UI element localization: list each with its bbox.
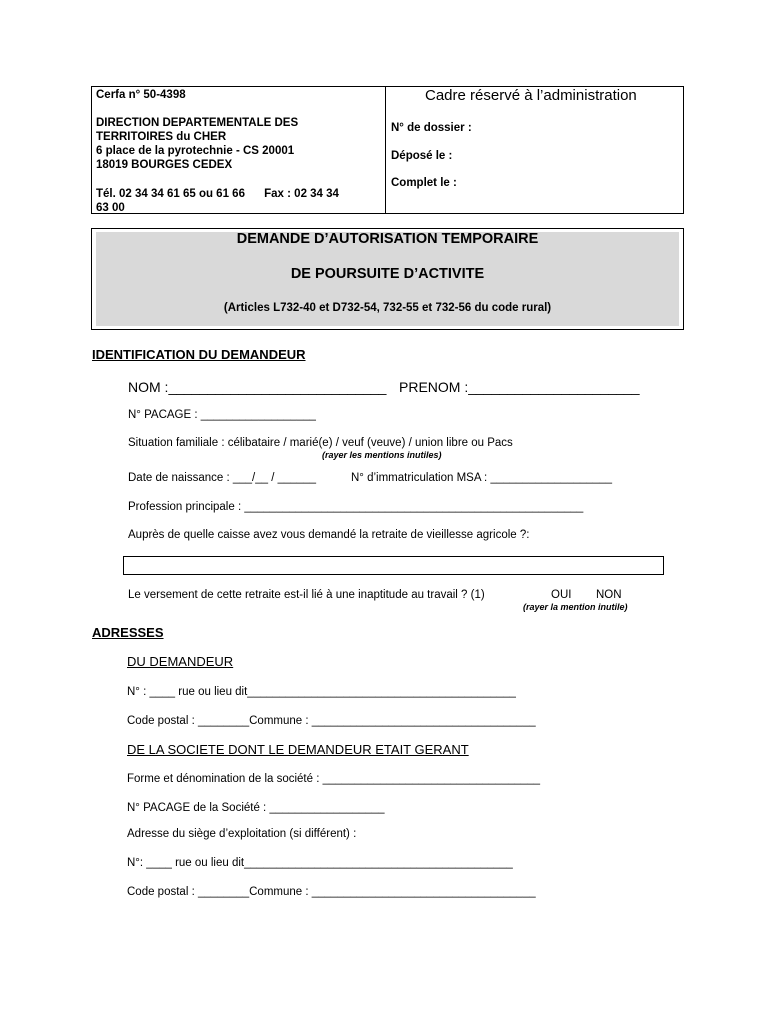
identification-heading: IDENTIFICATION DU DEMANDEUR bbox=[92, 347, 306, 362]
non-option[interactable]: NON bbox=[596, 589, 622, 601]
situation-field[interactable]: Situation familiale : célibataire / marié(e) / veuf (veuve) / union libre ou Pacs bbox=[128, 437, 513, 449]
demandeur-heading: DU DEMANDEUR bbox=[127, 654, 234, 669]
dossier-label[interactable]: N° de dossier : bbox=[391, 122, 472, 134]
caisse-input[interactable] bbox=[123, 556, 664, 575]
msa-field[interactable]: N° d’immatriculation MSA : ___________________ bbox=[351, 472, 612, 484]
versement-question: Le versement de cette retraite est-il lié à une inaptitude au travail ? (1) bbox=[128, 589, 485, 601]
address-line-1: DIRECTION DEPARTEMENTALE DES bbox=[96, 117, 299, 129]
societe-rue-field[interactable]: N°: ____ rue ou lieu dit__________________________________________ bbox=[127, 857, 513, 869]
depose-label[interactable]: Déposé le : bbox=[391, 150, 453, 162]
nom-field[interactable]: NOM :____________________________ bbox=[128, 379, 387, 395]
caisse-question: Auprès de quelle caisse avez vous demandé la retraite de vieillesse agricole ?: bbox=[128, 529, 530, 541]
prenom-field[interactable]: PRENOM :______________________ bbox=[399, 379, 640, 395]
versement-note: (rayer la mention inutile) bbox=[523, 602, 628, 612]
profession-field[interactable]: Profession principale : _____________________________________________________ bbox=[128, 501, 584, 513]
pacage-field[interactable]: N° PACAGE : __________________ bbox=[128, 409, 316, 421]
oui-option[interactable]: OUI bbox=[551, 589, 572, 601]
situation-note: (rayer les mentions inutiles) bbox=[322, 450, 442, 460]
address-line-2: TERRITOIRES du CHER bbox=[96, 131, 227, 143]
phone-line-2: 63 00 bbox=[96, 202, 125, 214]
societe-siege-label: Adresse du siège d’exploitation (si différent) : bbox=[127, 828, 357, 840]
phone-line-1: Tél. 02 34 34 61 65 ou 61 66 Fax : 02 34 34 bbox=[96, 188, 339, 200]
cerfa-number: Cerfa n° 50-4398 bbox=[96, 89, 186, 101]
page-subtitle: DE POURSUITE D’ACTIVITE bbox=[290, 266, 485, 282]
page-title: DEMANDE D’AUTORISATION TEMPORAIRE bbox=[236, 231, 539, 247]
address-line-3: 6 place de la pyrotechnie - CS 20001 bbox=[96, 145, 295, 157]
societe-heading: DE LA SOCIETE DONT LE DEMANDEUR ETAIT GERANT bbox=[127, 742, 469, 757]
complet-label[interactable]: Complet le : bbox=[391, 177, 457, 189]
address-line-4: 18019 BOURGES CEDEX bbox=[96, 159, 233, 171]
societe-forme-field[interactable]: Forme et dénomination de la société : __________________________________ bbox=[127, 773, 541, 785]
naissance-field[interactable]: Date de naissance : ___/__ / ______ bbox=[128, 472, 316, 484]
articles-reference: (Articles L732-40 et D732-54, 732-55 et 732-56 du code rural) bbox=[223, 302, 552, 314]
header-divider bbox=[385, 86, 386, 214]
societe-pacage-field[interactable]: N° PACAGE de la Société : __________________ bbox=[127, 802, 385, 814]
demandeur-rue-field[interactable]: N° : ____ rue ou lieu dit__________________________________________ bbox=[127, 686, 516, 698]
demandeur-code-postal-field[interactable]: Code postal : ________Commune : ___________________________________ bbox=[127, 715, 536, 727]
adresses-heading: ADRESSES bbox=[92, 625, 164, 640]
admin-title: Cadre réservé à l’administration bbox=[425, 87, 637, 104]
societe-code-postal-field[interactable]: Code postal : ________Commune : ___________________________________ bbox=[127, 886, 536, 898]
